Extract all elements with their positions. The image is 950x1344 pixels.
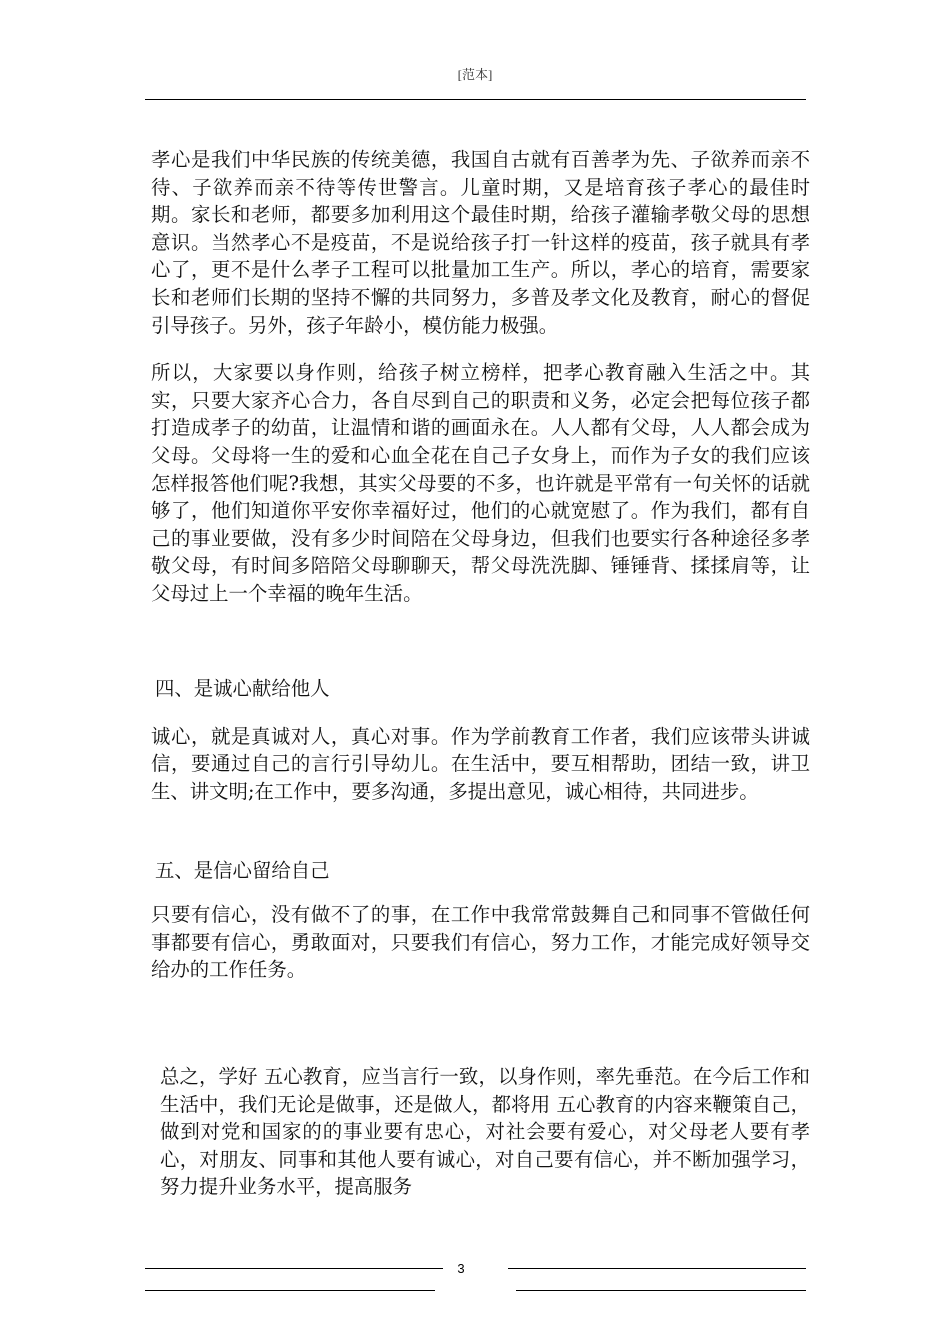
section-heading-confidence: 五、是信心留给自己: [155, 859, 330, 883]
paragraph-confidence: 只要有信心，没有做不了的事，在工作中我常常鼓舞自己和同事不管做任何事都要有信心，勇敢面对，只要我们有信心，努力工作，才能完成好领导交给办的工作任务。: [151, 903, 810, 982]
document-body: [145, 138, 810, 1201]
paragraph-sincerity: 诚心，就是真诚对人，真心对事。作为学前教育工作者，我们应该带头讲诚信，要通过自己的言行引导幼儿。在生活中，要互相帮助，团结一致，讲卫生、讲文明;在工作中，要多沟通，多提出意见，诚心相待，共同进步。: [151, 724, 810, 803]
page-header: [范本]: [457, 67, 493, 82]
paragraph-filial-piety: 孝心是我们中华民族的传统美德，我国自古就有百善孝为先、子欲养而亲不待、子欲养而亲不待等传世警言。儿童时期，又是培育孩子孝心的最佳时期。家长和老师，都要多加利用这个最佳时期，给孩子灌输孝敬父母的思想意识。当然孝心不是疫苗，不是说给孩子打一针这样的疫苗，孩子就具有孝心了，更不是什么孝子工程可以批量加工生产。所以，孝心的培育，需要家长和老师们长期的坚持不懈的共同努力，多普及孝文化及教育，耐心的督促引导孩子。另外，孩子年龄小，模仿能力极强。: [151, 148, 810, 337]
paragraph-conclusion: 总之，学好 五心教育，应当言行一致，以身作则，率先垂范。在今后工作和生活中，我们无论是做事，还是做人，都将用 五心教育的内容来鞭策自己，做到对党和国家的的事业要有忠心，对社会要有爱心，对父母老人要有孝心，对朋友、同事和其他人要有诚心，对自己要有信心，并不断加强学习，努力提升业务水平，提高服务: [160, 1065, 810, 1199]
footer-rule-right-top: [508, 1268, 806, 1269]
page-number: 3: [457, 1261, 465, 1276]
paragraph-lead-by-example: 所以，大家要以身作则，给孩子树立榜样，把孝心教育融入生活之中。其实，只要大家齐心合力，各自尽到自己的职责和义务，必定会把每位孩子都打造成孝子的幼苗，让温情和谐的画面永在。人人都有父母，人人都会成为父母。父母将一生的爱和心血全花在自己子女身上，而作为子女的我们应该怎样报答他们呢?我想，其实父母要的不多，也许就是平常有一句关怀的话就够了，他们知道你平安你幸福好过，他们的心就宽慰了。作为我们，都有自己的事业要做，没有多少时间陪在父母身边，但我们也要实行各种途径多孝敬父母，有时间多陪陪父母聊聊天，帮父母洗洗脚、锤锤背、揉揉肩等，让父母过上一个幸福的晚年生活。: [151, 361, 810, 605]
section-heading-sincerity: 四、是诚心献给他人: [155, 676, 330, 700]
header-divider: [145, 99, 806, 100]
footer-rule-left-top: [145, 1268, 443, 1269]
footer-rule-right-bottom: [516, 1290, 806, 1291]
footer-rule-left-bottom: [145, 1290, 435, 1291]
